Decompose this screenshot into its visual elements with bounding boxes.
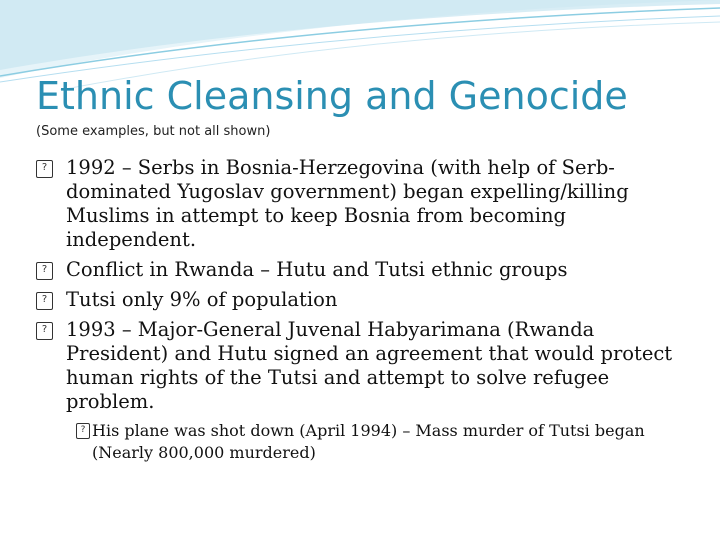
slide-title: Ethnic Cleansing and Genocide xyxy=(36,74,628,118)
bullet-item xyxy=(36,258,696,282)
missing-glyph-icon: ? xyxy=(36,262,53,280)
bullet-text: Conflict in Rwanda – Hutu and Tutsi ethnic groups xyxy=(66,258,568,281)
sub-bullet-text: His plane was shot down (April 1994) – Mass murder of Tutsi began (Nearly 800,000 murdered) xyxy=(92,421,645,462)
missing-glyph-icon: ? xyxy=(36,292,53,310)
bullet-list xyxy=(36,156,696,464)
bullet-item xyxy=(36,318,696,414)
bullet-item xyxy=(36,156,696,252)
bullet-text: Tutsi only 9% of population xyxy=(66,288,338,311)
missing-glyph-icon: ? xyxy=(76,423,90,439)
missing-glyph-icon: ? xyxy=(36,160,53,178)
bullet-text: 1993 – Major-General Juvenal Habyarimana (Rwanda President) and Hutu signed an agreement that would protect human rights of the Tutsi and attempt to solve refugee problem. xyxy=(66,318,673,413)
sub-bullet-item xyxy=(36,420,696,464)
slide-subtitle: (Some examples, but not all shown) xyxy=(36,124,271,139)
missing-glyph-icon: ? xyxy=(36,322,53,340)
bullet-item xyxy=(36,288,696,312)
bullet-text: 1992 – Serbs in Bosnia-Herzegovina (with help of Serb-dominated Yugoslav government) began expelling/killing Muslims in attempt to keep Bosnia from becoming independent. xyxy=(66,156,629,251)
